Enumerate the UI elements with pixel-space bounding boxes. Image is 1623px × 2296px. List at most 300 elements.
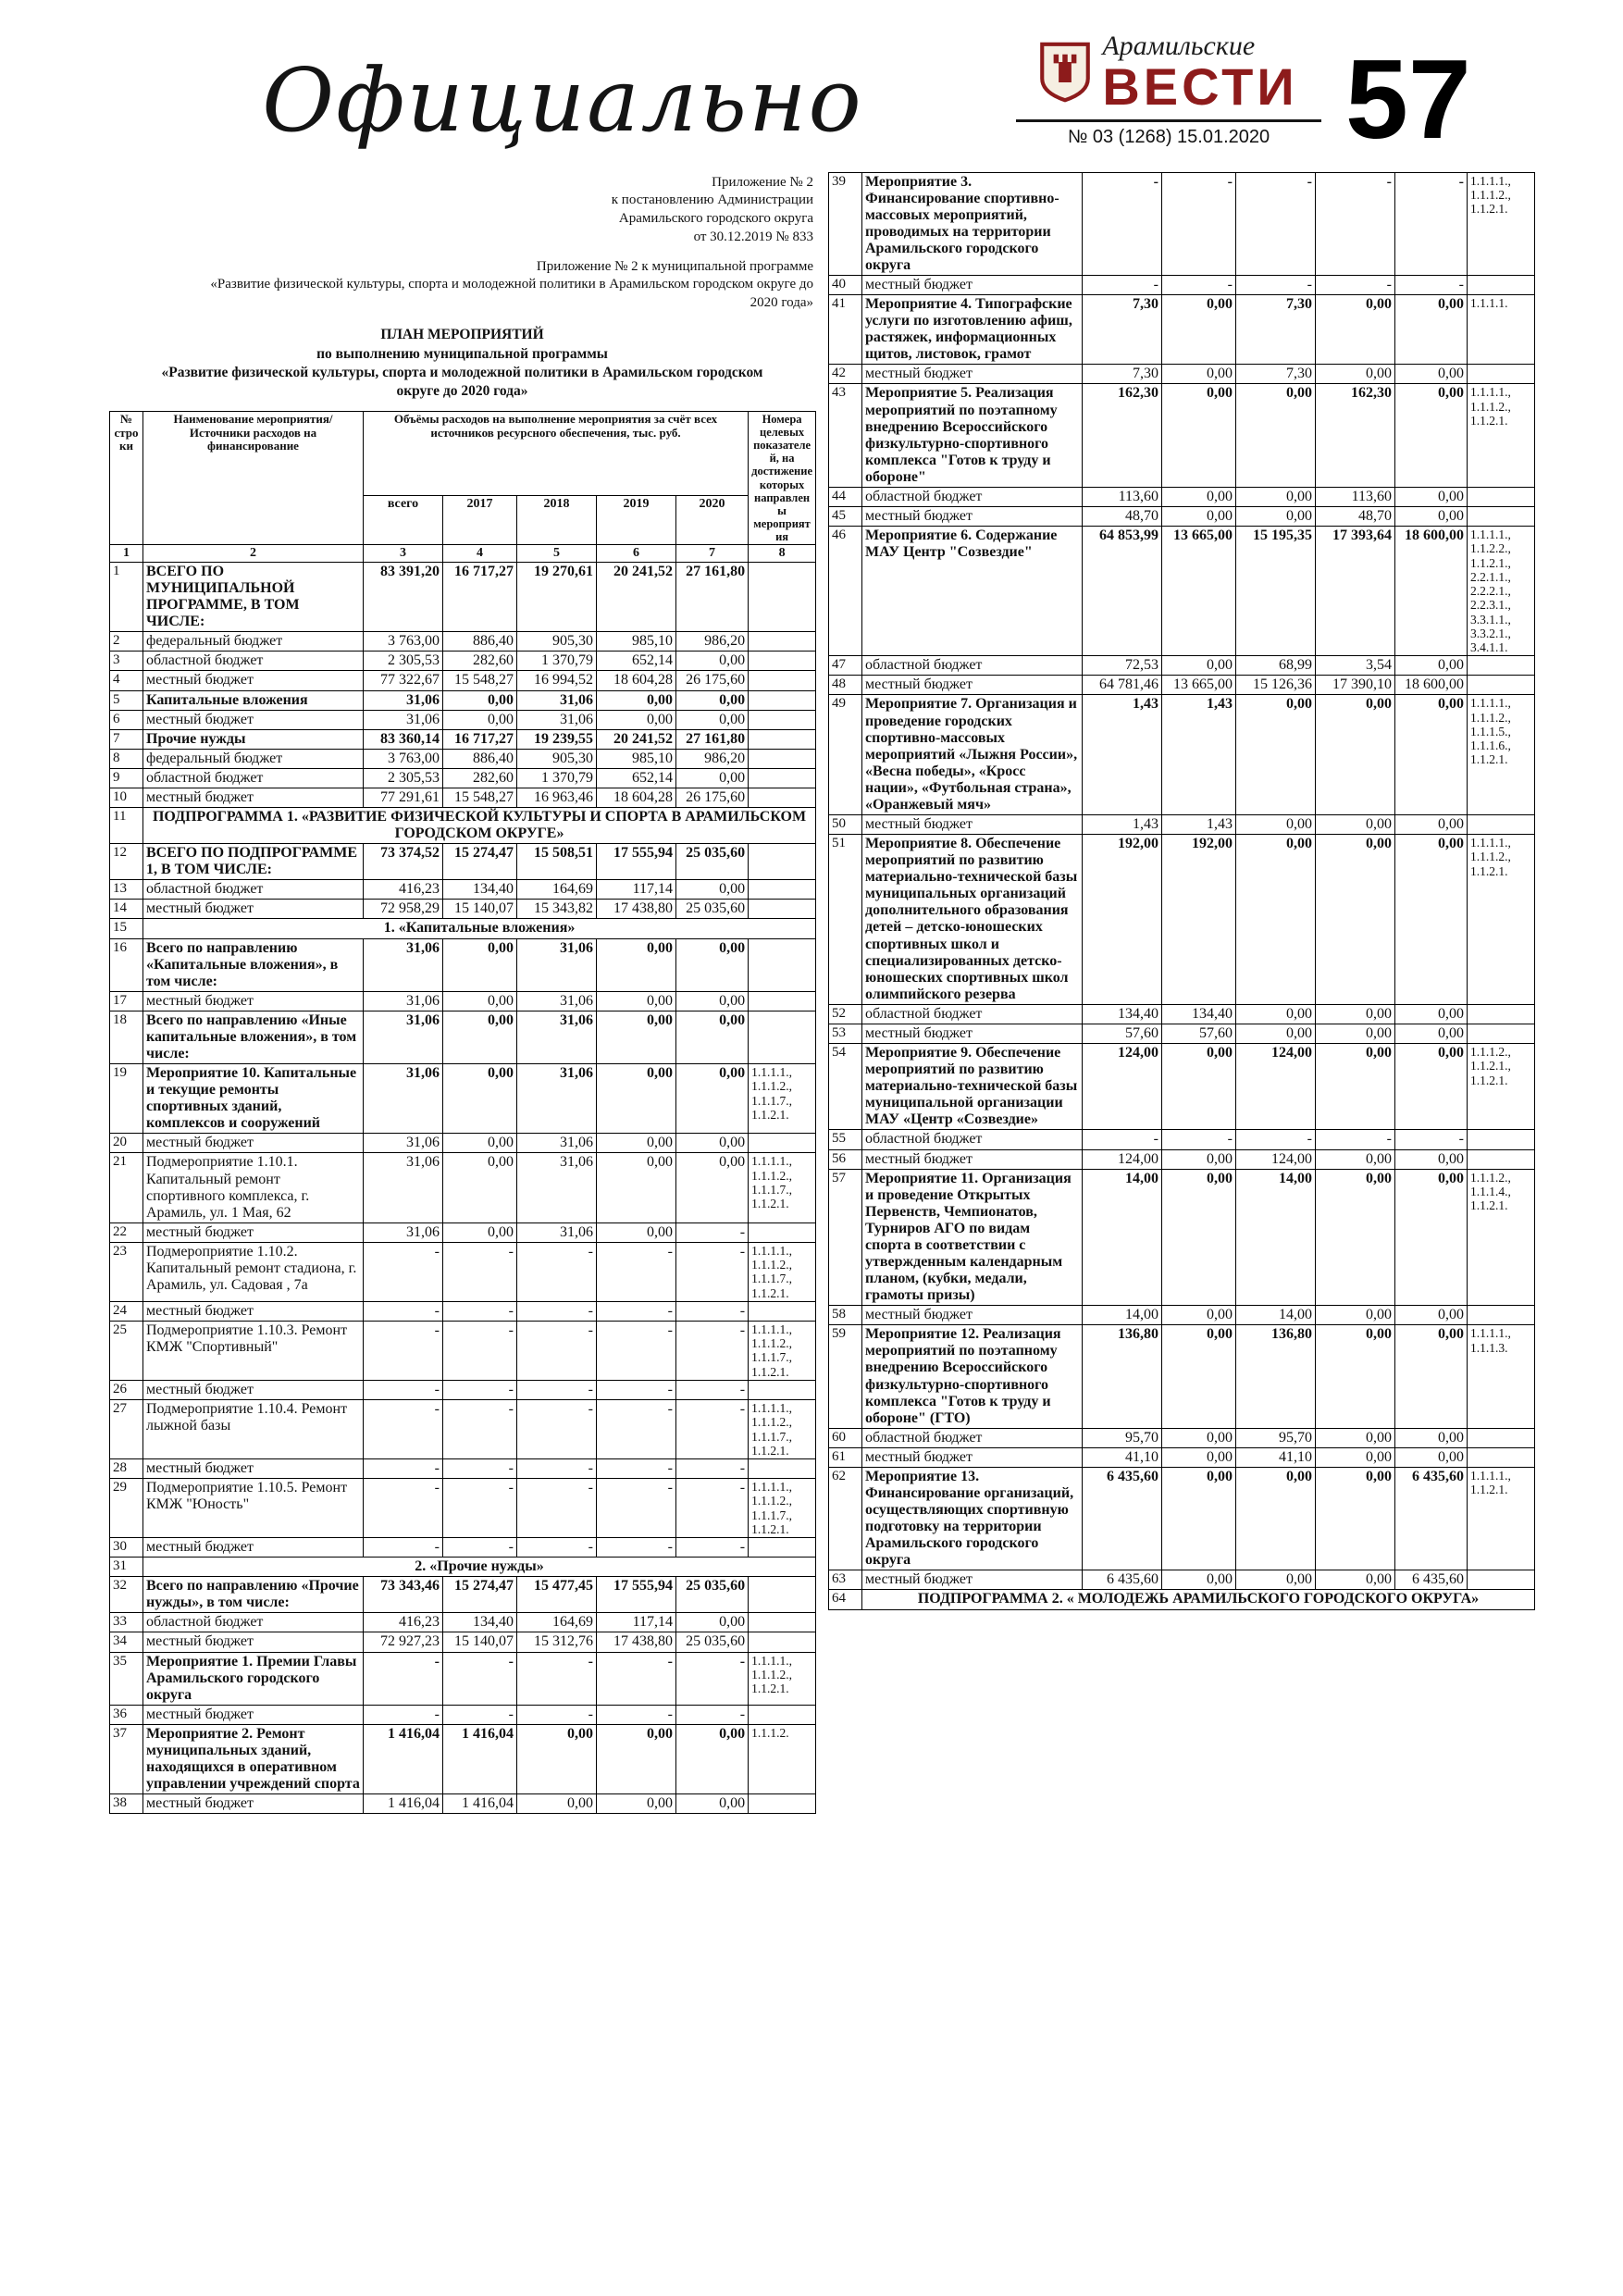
value-cell: 0,00 (676, 1134, 749, 1153)
targets-cell (1468, 1428, 1535, 1447)
value-cell: - (1162, 172, 1236, 275)
value-cell: 0,00 (676, 1613, 749, 1632)
value-cell: 18 604,28 (597, 671, 676, 690)
targets-cell (749, 710, 816, 729)
value-cell: 0,00 (676, 690, 749, 710)
row-number-cell: 10 (110, 788, 143, 807)
data-row (829, 1570, 1535, 1590)
data-row (829, 172, 1535, 275)
value-cell: 27 161,80 (676, 729, 749, 749)
targets-cell (1468, 1130, 1535, 1149)
row-number-cell: 44 (829, 487, 862, 506)
value-cell: 124,00 (1236, 1149, 1316, 1169)
row-name-cell: Капитальные вложения (143, 690, 364, 710)
value-cell: - (517, 1400, 597, 1459)
row-name-cell: Подмероприятие 1.10.5. Ремонт КМЖ "Юность" (143, 1479, 364, 1538)
value-cell: 282,60 (443, 652, 517, 671)
value-cell: - (443, 1321, 517, 1380)
value-cell: 0,00 (1395, 1428, 1468, 1447)
row-name-cell: местный бюджет (143, 900, 364, 919)
data-row (110, 1724, 816, 1793)
row-number-cell: 6 (110, 710, 143, 729)
value-cell: 0,00 (597, 1134, 676, 1153)
value-cell: 0,00 (1162, 384, 1236, 487)
data-row (110, 1652, 816, 1705)
value-cell: 0,00 (1236, 1024, 1316, 1043)
value-cell: - (517, 1705, 597, 1724)
value-cell: 0,00 (443, 991, 517, 1011)
row-name-cell: местный бюджет (862, 815, 1083, 835)
row-number-cell: 28 (110, 1459, 143, 1479)
value-cell: 0,00 (1236, 695, 1316, 815)
targets-cell (749, 1538, 816, 1558)
value-cell: - (1395, 172, 1468, 275)
row-number-cell: 3 (110, 652, 143, 671)
row-number-cell: 13 (110, 880, 143, 900)
value-cell: 68,99 (1236, 656, 1316, 676)
row-number-cell: 12 (110, 844, 143, 880)
appendix-reference (109, 174, 813, 247)
targets-cell (1468, 1004, 1535, 1024)
plan-title-line: ПЛАН МЕРОПРИЯТИЙ (380, 327, 544, 343)
data-row (110, 1613, 816, 1632)
row-name-cell: Подмероприятие 1.10.2. Капитальный ремонт стадиона, г. Арамиль, ул. Садовая , 7а (143, 1242, 364, 1301)
row-number-cell: 34 (110, 1632, 143, 1652)
value-cell: - (517, 1321, 597, 1380)
appendix-line: к постановлению Администрации (611, 192, 813, 208)
data-row (110, 1479, 816, 1538)
value-cell: 17 438,80 (597, 900, 676, 919)
data-row (829, 815, 1535, 835)
row-number-cell: 45 (829, 506, 862, 526)
brand-main (1016, 31, 1321, 116)
col-header-2018: 2018 (517, 496, 597, 545)
row-number-cell: 40 (829, 275, 862, 294)
value-cell: 0,00 (1395, 1325, 1468, 1428)
value-cell: - (517, 1301, 597, 1321)
data-row (110, 938, 816, 991)
row-name-cell: местный бюджет (143, 1222, 364, 1242)
value-cell: - (364, 1301, 443, 1321)
value-cell: 0,00 (1316, 1467, 1395, 1570)
row-name-cell: областной бюджет (143, 768, 364, 788)
value-cell: 0,00 (597, 690, 676, 710)
data-row (110, 749, 816, 768)
plan-table-left (109, 411, 816, 1814)
value-cell: 1 416,04 (443, 1724, 517, 1793)
value-cell: 0,00 (597, 938, 676, 991)
value-cell: 31,06 (517, 1134, 597, 1153)
row-name-cell: федеральный бюджет (143, 632, 364, 652)
data-row (110, 1459, 816, 1479)
value-cell: - (676, 1705, 749, 1724)
value-cell: 3 763,00 (364, 749, 443, 768)
col-header-name: Наименование мероприятия/Источники расходов на финансирование (143, 411, 364, 544)
plan-title (109, 326, 815, 402)
value-cell: 0,00 (597, 1011, 676, 1063)
data-row (110, 1242, 816, 1301)
value-cell: 15 508,51 (517, 844, 597, 880)
value-cell: 0,00 (1316, 1004, 1395, 1024)
row-name-cell: Подмероприятие 1.10.1. Капитальный ремонт спортивного комплекса, г. Арамиль, ул. 1 Мая, 62 (143, 1153, 364, 1222)
data-row (110, 1153, 816, 1222)
row-name-cell: местный бюджет (862, 1447, 1083, 1467)
value-cell: 41,10 (1236, 1447, 1316, 1467)
value-cell: - (676, 1321, 749, 1380)
value-cell: - (364, 1400, 443, 1459)
value-cell: 25 035,60 (676, 844, 749, 880)
value-cell: 0,00 (1236, 506, 1316, 526)
value-cell: 113,60 (1316, 487, 1395, 506)
value-cell: - (676, 1301, 749, 1321)
value-cell: 20 241,52 (597, 729, 676, 749)
plan-title-line: «Развитие физической культуры, спорта и молодежной политики в Арамильском городском (161, 364, 763, 380)
row-name-cell: областной бюджет (143, 652, 364, 671)
value-cell: 0,00 (1395, 1004, 1468, 1024)
value-cell: 985,10 (597, 749, 676, 768)
value-cell: 0,00 (676, 991, 749, 1011)
data-row (829, 656, 1535, 676)
value-cell: 0,00 (443, 1064, 517, 1134)
value-cell: 886,40 (443, 632, 517, 652)
section-row (110, 919, 816, 938)
row-number-cell: 49 (829, 695, 862, 815)
value-cell: 15 274,47 (443, 1577, 517, 1613)
value-cell: - (597, 1242, 676, 1301)
targets-cell (1468, 1149, 1535, 1169)
data-row (110, 844, 816, 880)
value-cell: 2 305,53 (364, 652, 443, 671)
value-cell: 25 035,60 (676, 1577, 749, 1613)
data-row (110, 1222, 816, 1242)
value-cell: - (676, 1479, 749, 1538)
value-cell: 31,06 (364, 1222, 443, 1242)
row-number-cell: 60 (829, 1428, 862, 1447)
value-cell: 1 416,04 (443, 1794, 517, 1814)
value-cell: 0,00 (1236, 384, 1316, 487)
row-name-cell: ВСЕГО ПО МУНИЦИПАЛЬНОЙ ПРОГРАММЕ, В ТОМ ЧИСЛЕ: (143, 562, 364, 631)
value-cell: 164,69 (517, 880, 597, 900)
targets-cell (1468, 275, 1535, 294)
row-name-cell: Мероприятие 6. Содержание МАУ Центр "Созвездие" (862, 527, 1083, 656)
value-cell: 985,10 (597, 632, 676, 652)
annex-note-line: 2020 года» (750, 295, 813, 311)
row-number-cell: 15 (110, 919, 143, 938)
row-number-cell: 50 (829, 815, 862, 835)
data-row (110, 1301, 816, 1321)
value-cell: 0,00 (1395, 295, 1468, 365)
value-cell: 6 435,60 (1083, 1467, 1162, 1570)
row-number-cell: 14 (110, 900, 143, 919)
value-cell: - (597, 1321, 676, 1380)
annex-note-line: Приложение № 2 к муниципальной программе (536, 258, 813, 274)
value-cell: 0,00 (676, 1724, 749, 1793)
value-cell: 64 853,99 (1083, 527, 1162, 656)
value-cell: 27 161,80 (676, 562, 749, 631)
data-row (829, 295, 1535, 365)
value-cell: - (1083, 275, 1162, 294)
brand-name-bottom: ВЕСТИ (1102, 56, 1298, 116)
value-cell: 0,00 (443, 1222, 517, 1242)
data-row (110, 1538, 816, 1558)
value-cell: 25 035,60 (676, 900, 749, 919)
row-name-cell: местный бюджет (143, 1705, 364, 1724)
value-cell: 72 958,29 (364, 900, 443, 919)
value-cell: 0,00 (1395, 815, 1468, 835)
row-number-cell: 41 (829, 295, 862, 365)
targets-cell (749, 1613, 816, 1632)
row-number-cell: 33 (110, 1613, 143, 1632)
data-row (110, 690, 816, 710)
data-row (829, 527, 1535, 656)
value-cell: 2 305,53 (364, 768, 443, 788)
value-cell: 652,14 (597, 768, 676, 788)
header-row-numbering (110, 545, 816, 563)
row-number-cell: 43 (829, 384, 862, 487)
value-cell: 113,60 (1083, 487, 1162, 506)
targets-cell (749, 729, 816, 749)
row-number-cell: 35 (110, 1652, 143, 1705)
value-cell: 0,00 (1236, 835, 1316, 1005)
value-cell: 48,70 (1083, 506, 1162, 526)
value-cell: 0,00 (676, 938, 749, 991)
row-name-cell: областной бюджет (862, 656, 1083, 676)
col-header-targets: Номера целевых показателей, на достижение которых направлены мероприятия (749, 411, 816, 544)
value-cell: 26 175,60 (676, 788, 749, 807)
row-name-cell: областной бюджет (862, 1004, 1083, 1024)
value-cell: 0,00 (1316, 1325, 1395, 1428)
value-cell: 134,40 (1083, 1004, 1162, 1024)
value-cell: 0,00 (1316, 1044, 1395, 1130)
value-cell: 31,06 (517, 1222, 597, 1242)
row-name-cell: местный бюджет (143, 671, 364, 690)
value-cell: 57,60 (1162, 1024, 1236, 1043)
targets-cell (749, 749, 816, 768)
value-cell: 6 435,60 (1395, 1467, 1468, 1570)
data-row (829, 1024, 1535, 1043)
value-cell: - (597, 1652, 676, 1705)
targets-cell (749, 788, 816, 807)
value-cell: 31,06 (364, 710, 443, 729)
targets-cell: 1.1.1.2., 1.1.1.4., 1.1.2.1. (1468, 1169, 1535, 1306)
data-row (829, 365, 1535, 384)
targets-cell (1468, 487, 1535, 506)
data-row (110, 1577, 816, 1613)
data-row (829, 676, 1535, 695)
value-cell: 0,00 (1316, 1024, 1395, 1043)
row-number-cell: 39 (829, 172, 862, 275)
row-number-cell: 64 (829, 1590, 862, 1609)
targets-cell (749, 1301, 816, 1321)
value-cell: - (443, 1479, 517, 1538)
col-header-volumes: Объёмы расходов на выполнение мероприятия за счёт всех источников ресурсного обеспечения, тыс. руб. (364, 411, 749, 495)
data-row (829, 1467, 1535, 1570)
value-cell: 31,06 (517, 938, 597, 991)
row-name-cell: местный бюджет (143, 1459, 364, 1479)
annex-note-line: «Развитие физической культуры, спорта и молодежной политики в Арамильском городском округе до (210, 277, 813, 292)
row-name-cell: Мероприятие 9. Обеспечение мероприятий по развитию материально-технической базы муниципальной организации МАУ «Центр «Созвездие» (862, 1044, 1083, 1130)
brand-name-top: Арамильские (1102, 31, 1256, 61)
value-cell: 0,00 (443, 1011, 517, 1063)
value-cell: 15 140,07 (443, 900, 517, 919)
value-cell: 0,00 (1162, 1044, 1236, 1130)
targets-cell (749, 632, 816, 652)
row-name-cell: местный бюджет (143, 1380, 364, 1399)
value-cell: 15 195,35 (1236, 527, 1316, 656)
targets-cell (1468, 1447, 1535, 1467)
value-cell: 0,00 (1395, 1044, 1468, 1130)
value-cell: - (443, 1705, 517, 1724)
data-row (829, 487, 1535, 506)
row-number-cell: 7 (110, 729, 143, 749)
value-cell: - (1236, 172, 1316, 275)
data-row (829, 1149, 1535, 1169)
data-row (829, 275, 1535, 294)
value-cell: 83 360,14 (364, 729, 443, 749)
row-name-cell: областной бюджет (862, 1130, 1083, 1149)
value-cell: 124,00 (1083, 1149, 1162, 1169)
value-cell: - (517, 1242, 597, 1301)
targets-cell (1468, 1570, 1535, 1590)
section-title: Официально (262, 49, 863, 152)
value-cell: 18 604,28 (597, 788, 676, 807)
value-cell: 134,40 (443, 880, 517, 900)
plan-title-line: по выполнению муниципальной программы (316, 345, 608, 362)
row-name-cell: Мероприятие 7. Организация и проведение городских спортивно-массовых мероприятий «Лыжня России», «Весна победы», «Кросс нации», «Футбольная страна», «Оранжевый мяч» (862, 695, 1083, 815)
value-cell: 73 374,52 (364, 844, 443, 880)
value-cell: - (1395, 275, 1468, 294)
value-cell: 0,00 (443, 938, 517, 991)
row-number-cell: 1 (110, 562, 143, 631)
data-row (110, 1705, 816, 1724)
value-cell: - (676, 1222, 749, 1242)
value-cell: - (676, 1242, 749, 1301)
value-cell: - (1236, 1130, 1316, 1149)
row-name-cell: местный бюджет (862, 365, 1083, 384)
value-cell: - (443, 1400, 517, 1459)
col-header-row-number: № строки (110, 411, 143, 544)
value-cell: - (443, 1380, 517, 1399)
value-cell: 0,00 (1236, 1467, 1316, 1570)
value-cell: 0,00 (1316, 815, 1395, 835)
targets-cell (749, 671, 816, 690)
value-cell: 15 140,07 (443, 1632, 517, 1652)
value-cell: 0,00 (676, 880, 749, 900)
value-cell: 134,40 (443, 1613, 517, 1632)
value-cell: 6 435,60 (1083, 1570, 1162, 1590)
value-cell: - (443, 1459, 517, 1479)
col-header-2020: 2020 (676, 496, 749, 545)
row-number-cell: 5 (110, 690, 143, 710)
value-cell: - (517, 1479, 597, 1538)
row-name-cell: местный бюджет (862, 676, 1083, 695)
section-row (829, 1590, 1535, 1609)
col-header-total: всего (364, 496, 443, 545)
value-cell: - (443, 1538, 517, 1558)
value-cell: - (364, 1242, 443, 1301)
data-row (110, 632, 816, 652)
value-cell: 20 241,52 (597, 562, 676, 631)
value-cell: 14,00 (1083, 1306, 1162, 1325)
value-cell: 3,54 (1316, 656, 1395, 676)
targets-cell: 1.1.1.1., 1.1.1.2., 1.1.1.7., 1.1.2.1. (749, 1479, 816, 1538)
data-row (829, 1044, 1535, 1130)
value-cell: 0,00 (1395, 506, 1468, 526)
row-number-cell: 47 (829, 656, 862, 676)
value-cell: - (364, 1538, 443, 1558)
value-cell: 0,00 (1162, 1325, 1236, 1428)
data-row (110, 900, 816, 919)
row-name-cell: Мероприятие 11. Организация и проведение Открытых Первенств, Чемпионатов, Турниров АГО по видам спорта в соответствии с утвержденным календарным планом, (кубки, медали, грамоты призы) (862, 1169, 1083, 1306)
value-cell: 0,00 (1162, 365, 1236, 384)
data-row (110, 788, 816, 807)
data-row (829, 1428, 1535, 1447)
value-cell: 0,00 (676, 710, 749, 729)
row-name-cell: Прочие нужды (143, 729, 364, 749)
col-header-2017: 2017 (443, 496, 517, 545)
value-cell: 0,00 (443, 1153, 517, 1222)
row-name-cell: местный бюджет (862, 1024, 1083, 1043)
value-cell: 136,80 (1083, 1325, 1162, 1428)
value-cell: 0,00 (1395, 1169, 1468, 1306)
value-cell: 0,00 (1395, 656, 1468, 676)
value-cell: 16 717,27 (443, 562, 517, 631)
section-title-cell: ПОДПРОГРАММА 1. «РАЗВИТИЕ ФИЗИЧЕСКОЙ КУЛЬТУРЫ И СПОРТА В АРАМИЛЬСКОМ ГОРОДСКОМ ОКРУГЕ» (143, 807, 816, 843)
row-name-cell: областной бюджет (143, 880, 364, 900)
col-number-4: 4 (443, 545, 517, 563)
value-cell: 31,06 (517, 1011, 597, 1063)
data-row (829, 1447, 1535, 1467)
masthead (109, 31, 1534, 162)
row-name-cell: местный бюджет (862, 506, 1083, 526)
row-number-cell: 46 (829, 527, 862, 656)
row-name-cell: местный бюджет (862, 1306, 1083, 1325)
targets-cell (749, 1380, 816, 1399)
value-cell: 0,00 (1162, 1306, 1236, 1325)
row-number-cell: 9 (110, 768, 143, 788)
targets-cell (749, 1222, 816, 1242)
row-name-cell: Мероприятие 10. Капитальные и текущие ремонты спортивных зданий, комплексов и сооружений (143, 1064, 364, 1134)
row-name-cell: Всего по направлению «Прочие нужды», в том числе: (143, 1577, 364, 1613)
value-cell: 1 416,04 (364, 1794, 443, 1814)
row-name-cell: Мероприятие 8. Обеспечение мероприятий по развитию материально-технической базы муниципальных организаций дополнительного образования детей – детско-юношеских спортивных школ и специализированных детско-юношеских спортивных школ олимпийского резерва (862, 835, 1083, 1005)
targets-cell (1468, 506, 1535, 526)
value-cell: - (597, 1380, 676, 1399)
row-number-cell: 51 (829, 835, 862, 1005)
value-cell: 0,00 (597, 1064, 676, 1134)
row-number-cell: 56 (829, 1149, 862, 1169)
targets-cell (749, 1577, 816, 1613)
header-row-main (110, 411, 816, 495)
value-cell: 0,00 (1162, 295, 1236, 365)
value-cell: 31,06 (364, 1064, 443, 1134)
data-row (110, 768, 816, 788)
value-cell: 31,06 (364, 1011, 443, 1063)
row-number-cell: 59 (829, 1325, 862, 1428)
row-number-cell: 38 (110, 1794, 143, 1814)
targets-cell: 1.1.1.1., 1.1.2.2., 1.1.2.1., 2.2.1.1., 2.2.2.1., 2.2.3.1., 3.3.1.1., 3.3.2.1., 3.4.1.1. (1468, 527, 1535, 656)
data-row (110, 1134, 816, 1153)
data-row (829, 835, 1535, 1005)
data-row (110, 1400, 816, 1459)
content-columns (109, 172, 1534, 1815)
data-row (110, 671, 816, 690)
value-cell: 0,00 (1395, 1306, 1468, 1325)
value-cell: 0,00 (676, 1064, 749, 1134)
value-cell: 0,00 (1236, 815, 1316, 835)
value-cell: 3 763,00 (364, 632, 443, 652)
row-name-cell: местный бюджет (143, 991, 364, 1011)
